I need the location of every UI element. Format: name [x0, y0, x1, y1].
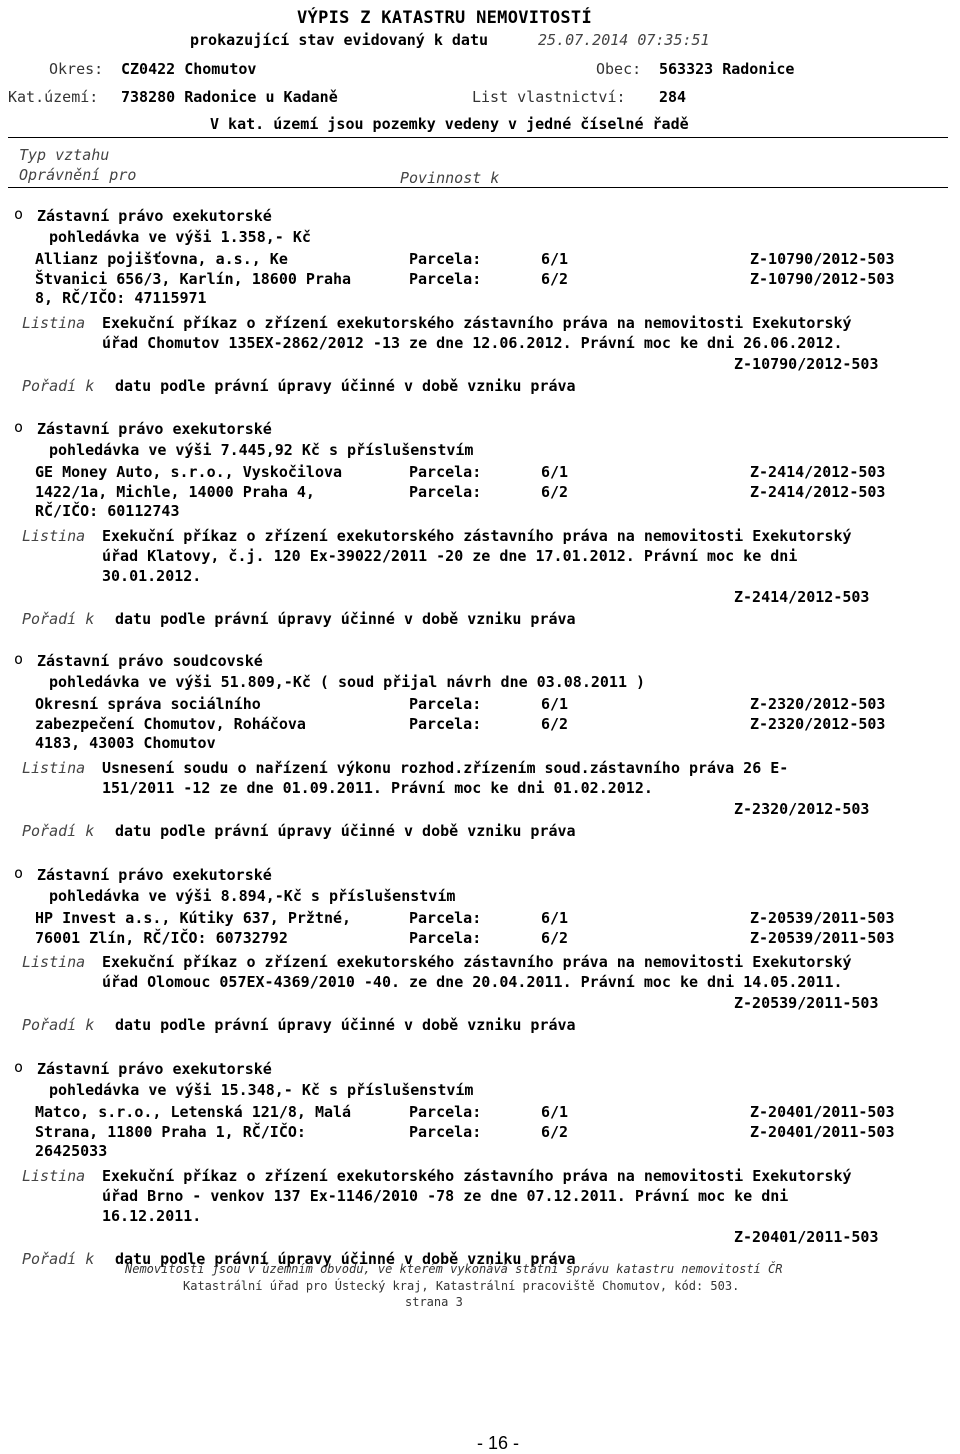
entry-party-line: GE Money Auto, s.r.o., Vyskočilova [35, 463, 343, 481]
entry-party-line: 26425033 [35, 1142, 108, 1160]
subtitle-date: 25.07.2014 07:35:51 [538, 31, 710, 49]
footer-line-2: Katastrální úřad pro Ústecký kraj, Katastrální pracoviště Chomutov, kód: 503. [183, 1279, 740, 1293]
entry-party-line: Okresní správa sociálního [35, 695, 261, 713]
columns-divider [8, 187, 948, 188]
entry-party-line: RČ/IČO: 60112743 [35, 502, 180, 520]
obec-value: 563323 Radonice [659, 60, 795, 78]
parcel-reference: Z-20401/2011-503 [750, 1122, 895, 1141]
parcel-number: 6/2 [541, 928, 569, 947]
poradi-text: datu podle právní úpravy účinné v době vzniku práva [115, 376, 576, 395]
listina-label: Listina [22, 1166, 86, 1185]
entry-party-line: Matco, s.r.o., Letenská 121/8, Malá [35, 1103, 352, 1121]
listina-text: Exekuční příkaz o zřízení exekutorského zástavního práva na nemovitosti Exekutorský [102, 526, 852, 545]
parcel-reference: Z-2320/2012-503 [750, 714, 886, 733]
listina-label: Listina [22, 953, 86, 971]
poradi-label: Pořadí k [22, 821, 95, 840]
okres-label: Okres: [49, 60, 104, 78]
poradi-text: datu podle právní úpravy účinné v době vzniku práva [115, 609, 576, 628]
listina-text: Exekuční příkaz o zřízení exekutorského zástavního práva na nemovitosti Exekutorský [102, 1166, 852, 1185]
poradi-label: Pořadí k [22, 1249, 95, 1268]
entry-party-line: Štvanici 656/3, Karlín, 18600 Praha [35, 269, 352, 288]
entry-party-line: 4183, 43003 Chomutov [35, 734, 216, 752]
listina-text: úřad Klatovy, č.j. 120 Ex-39022/2011 -20 ze dne 17.01.2012. Právní moc ke dni [102, 546, 798, 565]
parcel-label: Parcela: [409, 1122, 482, 1141]
entry-party-line: Allianz pojišťovna, a.s., Ke [35, 250, 288, 268]
poradi-text: datu podle právní úpravy účinné v době vzniku práva [115, 1016, 576, 1034]
parcel-reference: Z-20539/2011-503 [750, 909, 895, 927]
entry-type: Zástavní právo soudcovské [37, 652, 263, 670]
cadastral-note: V kat. území jsou pozemky vedeny v jedné číselné řadě [210, 115, 689, 133]
parcel-label: Parcela: [409, 1103, 482, 1121]
parcel-label: Parcela: [409, 269, 482, 288]
entry-claim: pohledávka ve výši 51.809,-Kč ( soud přijal návrh dne 03.08.2011 ) [49, 673, 646, 691]
parcel-label: Parcela: [409, 463, 482, 481]
parcel-reference: Z-2414/2012-503 [750, 482, 886, 501]
poradi-text: datu podle právní úpravy účinné v době vzniku práva [115, 821, 576, 840]
listina-reference: Z-20539/2011-503 [734, 994, 879, 1012]
entry-party-line: zabezpečení Chomutov, Roháčova [35, 714, 306, 733]
listina-label: Listina [22, 313, 86, 332]
entry-type: Zástavní právo exekutorské [37, 420, 272, 438]
parcel-label: Parcela: [409, 714, 482, 733]
parcel-label: Parcela: [409, 695, 482, 713]
listina-reference: Z-10790/2012-503 [734, 354, 879, 373]
entry-claim: pohledávka ve výši 15.348,- Kč s příslušenstvím [49, 1081, 474, 1099]
obec-label: Obec: [596, 60, 642, 78]
entry-party-line: HP Invest a.s., Kútiky 637, Pržtné, [35, 909, 352, 927]
entry-claim: pohledávka ve výši 1.358,- Kč [49, 228, 311, 246]
parcel-reference: Z-2414/2012-503 [750, 463, 886, 481]
entry-bullet-icon: o [14, 205, 24, 223]
subtitle-label: prokazující stav evidovaný k datu [190, 31, 489, 49]
entry-type: Zástavní právo exekutorské [37, 207, 272, 225]
parcel-number: 6/1 [541, 909, 569, 927]
list-label: List vlastnictví: [472, 88, 626, 106]
listina-reference: Z-2414/2012-503 [734, 587, 870, 606]
parcel-number: 6/1 [541, 695, 569, 713]
parcel-number: 6/2 [541, 482, 569, 501]
parcel-number: 6/2 [541, 1122, 569, 1141]
listina-reference: Z-2320/2012-503 [734, 799, 870, 818]
katuzemi-label: Kat.území: [8, 88, 99, 106]
poradi-text: datu podle právní úpravy účinné v době vzniku práva [115, 1249, 576, 1268]
entry-claim: pohledávka ve výši 8.894,-Kč s příslušenstvím [49, 887, 456, 905]
listina-text: úřad Chomutov 135EX-2862/2012 -13 ze dne 12.06.2012. Právní moc ke dni 26.06.2012. [102, 333, 843, 352]
parcel-number: 6/1 [541, 250, 569, 268]
parcel-label: Parcela: [409, 928, 482, 947]
page-number: - 16 - [477, 1433, 520, 1453]
entry-bullet-icon: o [14, 1058, 24, 1076]
parcel-number: 6/1 [541, 1103, 569, 1121]
column-povinnost-k: Povinnost k [400, 169, 500, 187]
listina-text: úřad Olomouc 057EX-4369/2010 -40. ze dne 20.04.2011. Právní moc ke dni 14.05.2011. [102, 973, 843, 991]
listina-label: Listina [22, 526, 86, 545]
column-opravneni-pro: Oprávnění pro [19, 166, 137, 184]
listina-reference: Z-20401/2011-503 [734, 1227, 879, 1246]
katuzemi-value: 738280 Radonice u Kadaně [121, 88, 338, 106]
listina-text: 16.12.2011. [102, 1206, 202, 1225]
parcel-number: 6/1 [541, 463, 569, 481]
okres-value: CZ0422 Chomutov [121, 60, 257, 78]
parcel-label: Parcela: [409, 250, 482, 268]
listina-text: Exekuční příkaz o zřízení exekutorského zástavního práva na nemovitosti Exekutorský [102, 313, 852, 332]
list-value: 284 [659, 88, 687, 106]
entry-type: Zástavní právo exekutorské [37, 1060, 272, 1078]
listina-text: úřad Brno - venkov 137 Ex-1146/2010 -78 ze dne 07.12.2011. Právní moc ke dni [102, 1186, 789, 1205]
listina-text: Usnesení soudu o nařízení výkonu rozhod.zřízením soud.zástavního práva 26 E- [102, 758, 789, 777]
parcel-reference: Z-20539/2011-503 [750, 928, 895, 947]
footer-line-1: Nemovitosti jsou v územním obvodu, ve kterém vykonává státní správu katastru nemovitostí ČR [125, 1262, 783, 1276]
entry-party-line: 8, RČ/IČO: 47115971 [35, 289, 207, 307]
poradi-label: Pořadí k [22, 376, 95, 395]
entry-bullet-icon: o [14, 864, 24, 882]
entry-party-line: Strana, 11800 Praha 1, RČ/IČO: [35, 1122, 306, 1141]
listina-text: Exekuční příkaz o zřízení exekutorského zástavního práva na nemovitosti Exekutorský [102, 953, 852, 971]
column-typ-vztahu: Typ vztahu [19, 146, 110, 164]
poradi-label: Pořadí k [22, 1016, 95, 1034]
parcel-label: Parcela: [409, 482, 482, 501]
entry-type: Zástavní právo exekutorské [37, 866, 272, 884]
entry-party-line: 1422/1a, Michle, 14000 Praha 4, [35, 482, 315, 501]
parcel-reference: Z-10790/2012-503 [750, 269, 895, 288]
footer-line-3: strana 3 [405, 1295, 463, 1309]
poradi-label: Pořadí k [22, 609, 95, 628]
parcel-reference: Z-2320/2012-503 [750, 695, 886, 713]
parcel-label: Parcela: [409, 909, 482, 927]
parcel-reference: Z-10790/2012-503 [750, 250, 895, 268]
header-divider [8, 137, 948, 138]
listina-text: 30.01.2012. [102, 566, 202, 585]
entry-claim: pohledávka ve výši 7.445,92 Kč s příslušenstvím [49, 441, 474, 459]
document-title: VÝPIS Z KATASTRU NEMOVITOSTÍ [297, 8, 592, 28]
parcel-number: 6/2 [541, 269, 569, 288]
entry-party-line: 76001 Zlín, RČ/IČO: 60732792 [35, 928, 288, 947]
listina-label: Listina [22, 758, 86, 777]
entry-bullet-icon: o [14, 650, 24, 668]
parcel-reference: Z-20401/2011-503 [750, 1103, 895, 1121]
entry-bullet-icon: o [14, 418, 24, 436]
parcel-number: 6/2 [541, 714, 569, 733]
listina-text: 151/2011 -12 ze dne 01.09.2011. Právní moc ke dni 01.02.2012. [102, 778, 653, 797]
